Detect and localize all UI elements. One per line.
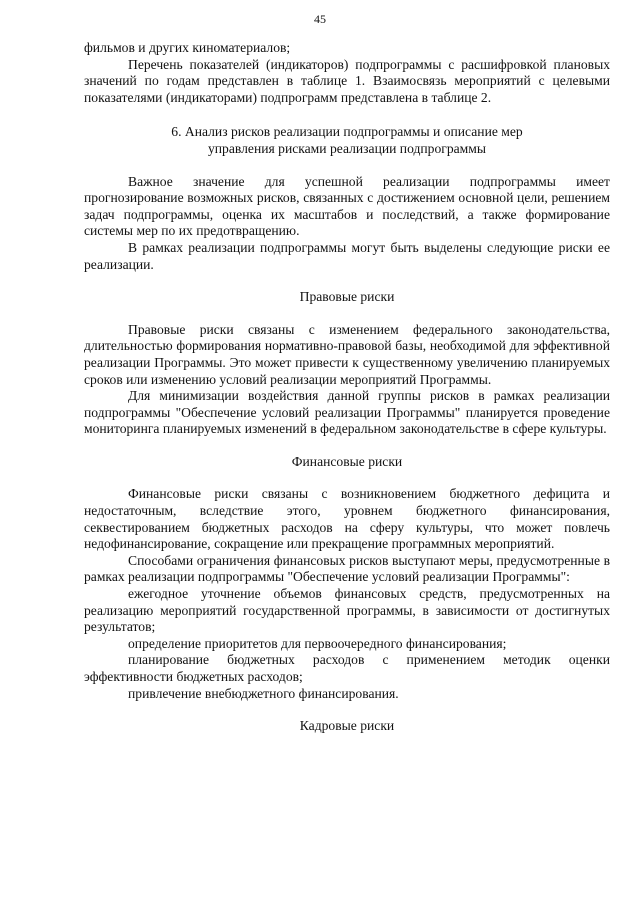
subheading-legal-risks: Правовые риски	[299, 289, 395, 305]
paragraph-legal-risks: Правовые риски связаны с изменением федерального законодательства, длительностью формирования нормативно-правовой базы, необходимой для эффективной реализации Программы. Это может привести к существенному увеличению планируемых сроков или изменению условий реализации мероприятий Программы.	[84, 321, 610, 387]
paragraph-risk-list-intro: В рамках реализации подпрограммы могут быть выделены следующие риски ее реализации.	[84, 239, 610, 272]
paragraph-risk-importance: Важное значение для успешной реализации подпрограммы имеет прогнозирование возможных рисков, связанных с достижением основной цели, решением задач подпрограммы, оценка их масштабов и последствий, а также формирование системы мер по их предотвращению.	[84, 173, 610, 239]
paragraph-measure-priorities: определение приоритетов для первоочередного финансирования;	[128, 635, 507, 651]
subheading-financial-risks: Финансовые риски	[291, 453, 403, 469]
paragraph-measure-extrabudgetary: привлечение внебюджетного финансирования.	[128, 685, 399, 701]
subheading-hr-risks: Кадровые риски	[299, 718, 395, 734]
section-heading: 6. Анализ рисков реализации подпрограммы и описание мер управления рисками реализации подпрограммы	[171, 124, 523, 156]
paragraph-legal-mitigation: Для минимизации воздействия данной группы рисков в рамках реализации подпрограммы "Обеспечение условий реализации Программы" планируется проведение мониторинга планируемых изменений в федеральном законодательстве в сфере культуры.	[84, 388, 610, 437]
document-body	[84, 40, 610, 735]
page-number: 45	[314, 12, 326, 26]
paragraph-measure-planning: планирование бюджетных расходов с применением методик оценки эффективности бюджетных расходов;	[84, 652, 610, 684]
paragraph-financial-measures: Способами ограничения финансовых рисков выступают меры, предусмотренные в рамках реализации подпрограммы "Обеспечение условий реализации Программы":	[84, 552, 610, 585]
paragraph-continuation: фильмов и других киноматериалов;	[84, 40, 291, 55]
paragraph-measure-annual-refinement: ежегодное уточнение объемов финансовых средств, предусмотренных на реализацию мероприятий государственной программы, в зависимости от достигнутых результатов;	[84, 586, 610, 635]
paragraph-indicators: Перечень показателей (индикаторов) подпрограммы с расшифровкой плановых значений по годам представлен в таблице 1. Взаимосвязь мероприятий с целевыми показателями (индикаторами) подпрограмм представлена в таблице 2.	[84, 56, 610, 105]
paragraph-financial-risks: Финансовые риски связаны с возникновением бюджетного дефицита и недостаточным, вследствие этого, уровнем бюджетного финансирования, секвестированием бюджетных расходов на сферу культуры, что может повлечь недофинансирование, сокращение или прекращение программных мероприятий.	[84, 486, 610, 552]
